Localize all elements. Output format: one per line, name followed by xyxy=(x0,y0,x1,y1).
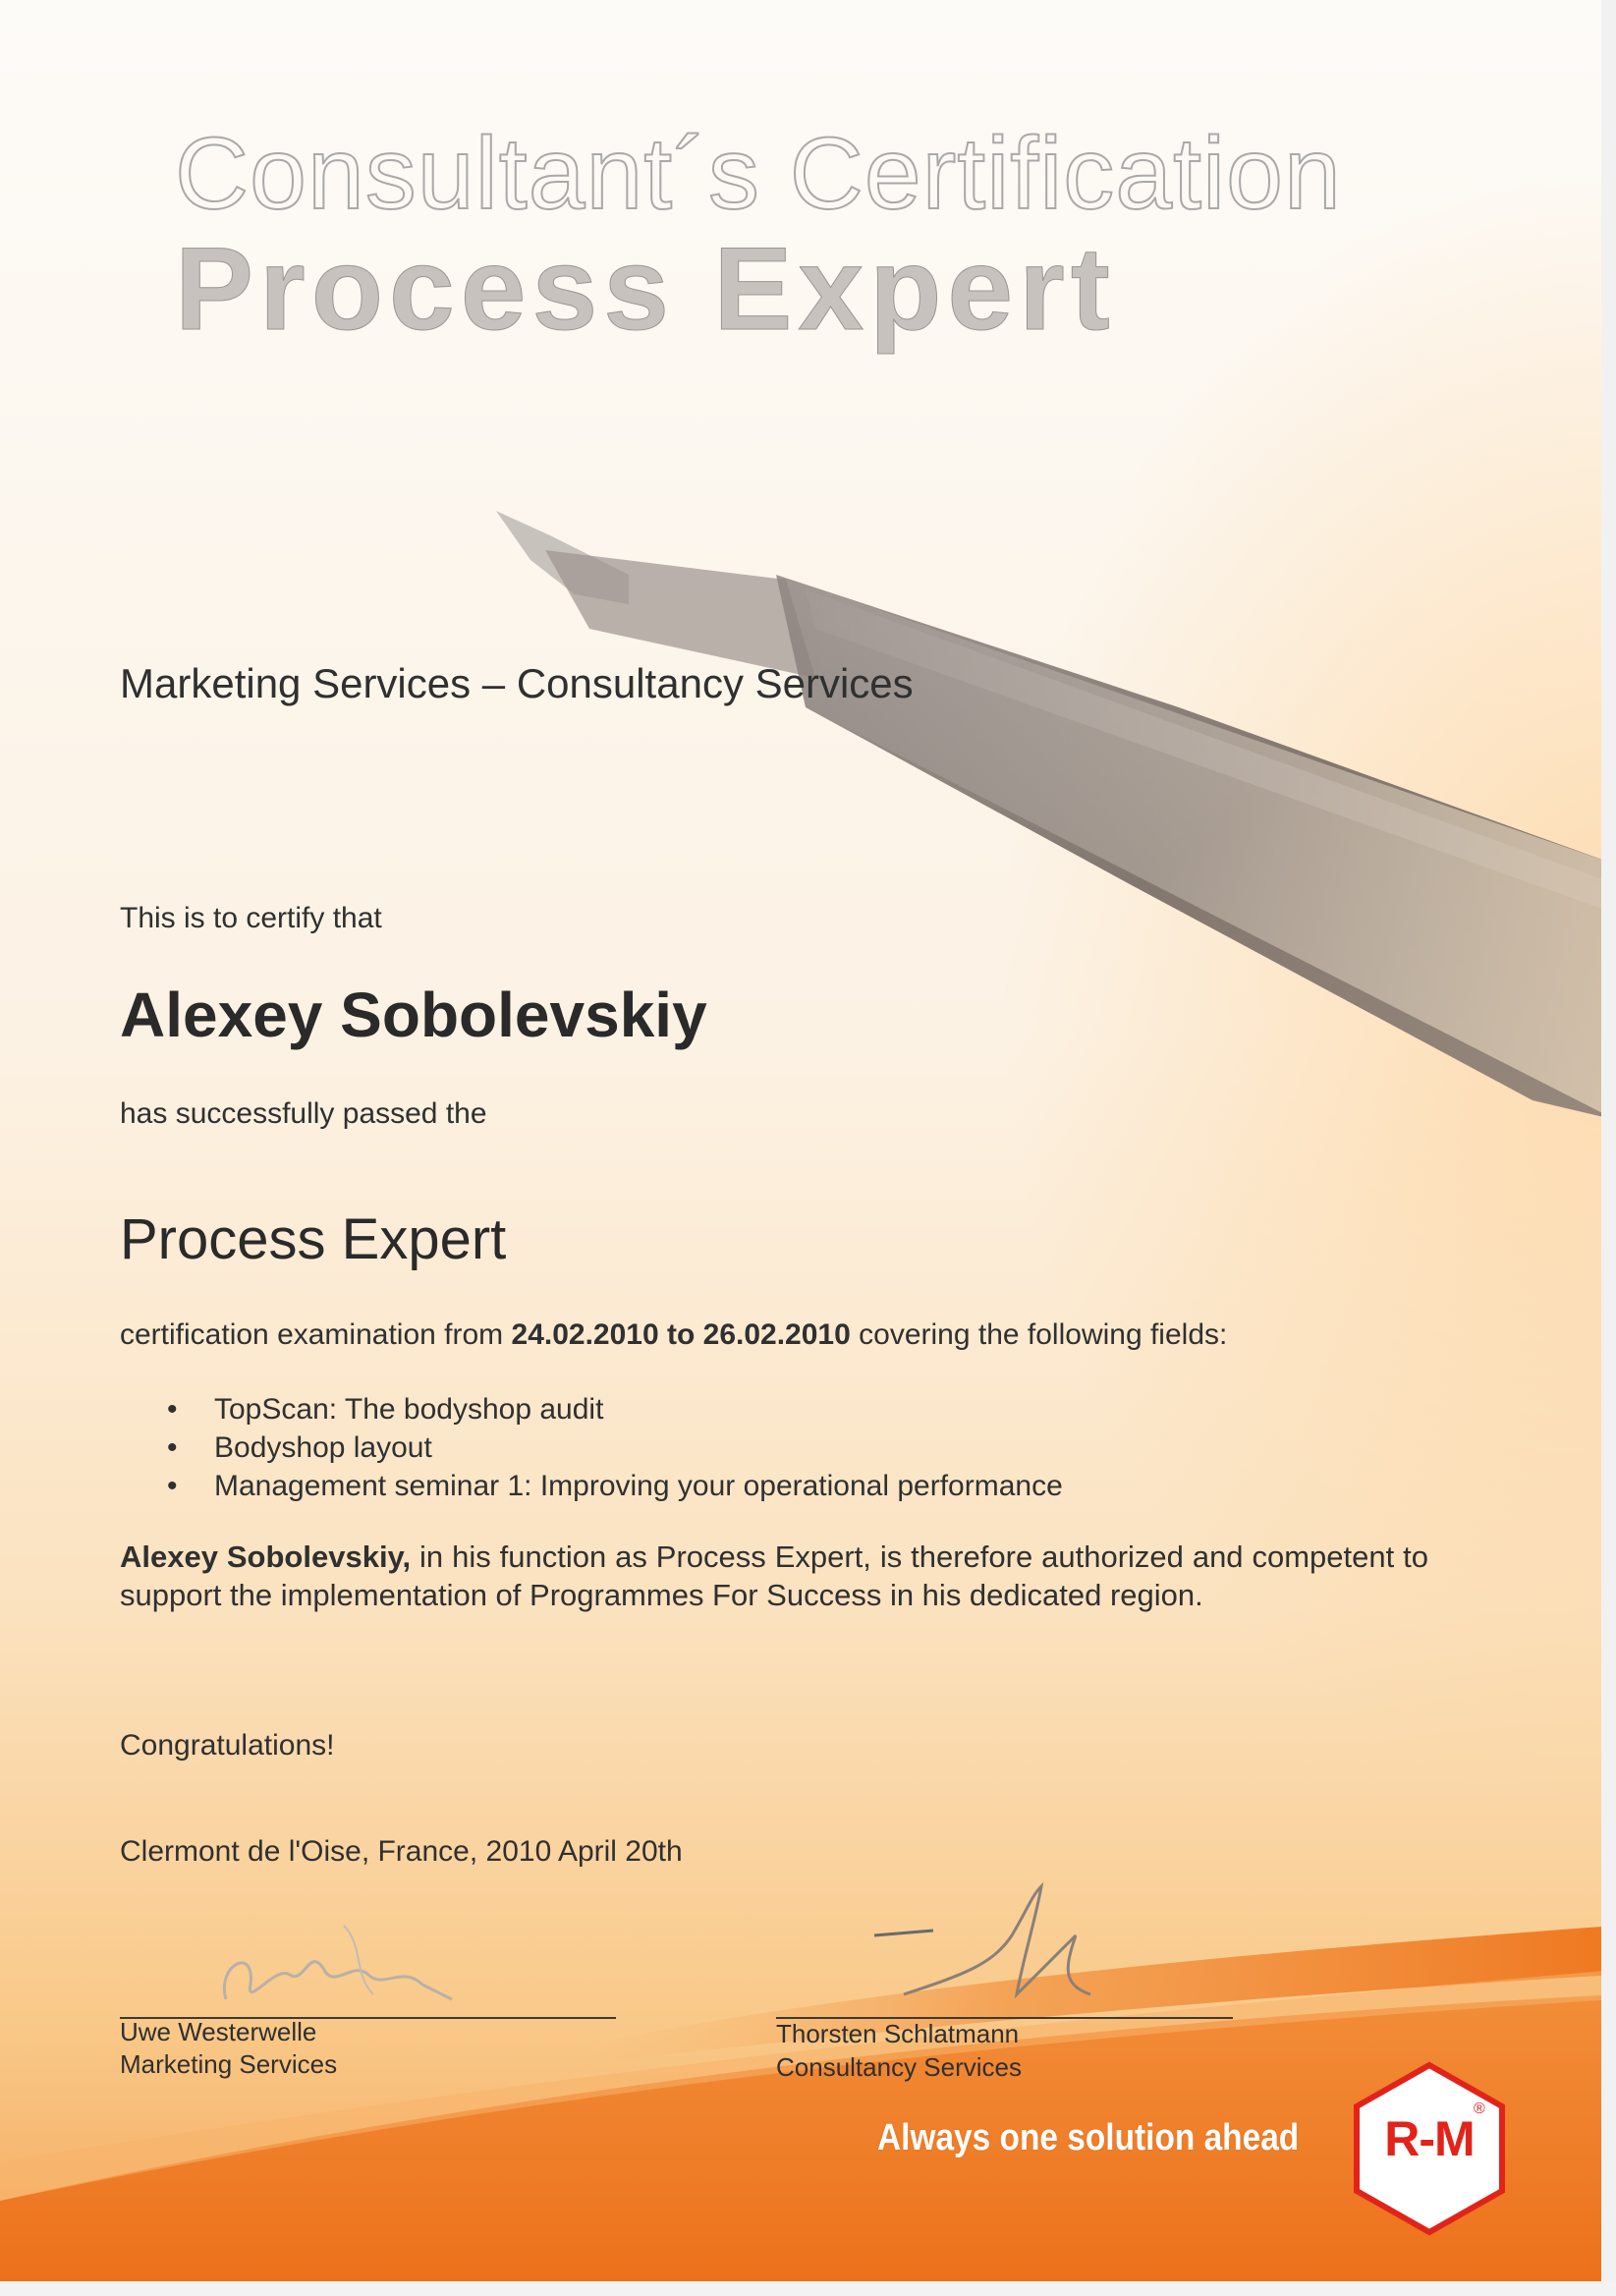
rm-logo-text: R-M xyxy=(1384,2111,1475,2166)
exam-description xyxy=(120,1318,1227,1352)
signatory-name-left: Uwe Westerwelle xyxy=(120,2017,317,2046)
brand-tagline: Always one solution ahead xyxy=(877,2117,1300,2158)
list-item: • Management seminar 1: Improving your operational performance xyxy=(167,1467,1063,1505)
signatory-title-left: Marketing Services xyxy=(120,2049,338,2079)
certificate-heading: Consultant´s Certification xyxy=(175,117,1342,231)
statement-text: in his function as Process Expert, is therefore authorized and competent to support the implementation of Programmes For Success in his dedicated region. xyxy=(120,1540,1428,1612)
list-item: • TopScan: The bodyshop audit xyxy=(167,1390,1063,1428)
fields-list xyxy=(167,1390,1063,1505)
registered-mark: ® xyxy=(1474,2100,1485,2117)
program-name: Process Expert xyxy=(120,1207,507,1271)
exam-prefix: certification examination from xyxy=(120,1318,504,1351)
statement-name: Alexey Sobolevskiy, xyxy=(120,1540,412,1574)
congratulations-text: Congratulations! xyxy=(120,1729,335,1762)
passed-text: has successfully passed the xyxy=(120,1097,487,1130)
scan-margin-bottom xyxy=(0,2281,1616,2296)
place-and-date: Clermont de l'Oise, France, 2010 April 20th xyxy=(120,1835,683,1868)
list-item: • Bodyshop layout xyxy=(167,1428,1063,1467)
signatory-title-right: Consultancy Services xyxy=(776,2052,1022,2082)
scan-margin xyxy=(1601,0,1616,2296)
signature-scribble xyxy=(196,1906,491,2024)
signature-scribble xyxy=(845,1876,1120,2024)
exam-suffix: covering the following fields: xyxy=(859,1318,1228,1351)
signatory-name-right: Thorsten Schlatmann xyxy=(776,2019,1020,2048)
certificate-title: Process Expert xyxy=(175,223,1116,355)
authorization-statement xyxy=(120,1538,1428,1614)
certify-text: This is to certify that xyxy=(120,902,382,934)
recipient-name: Alexey Sobolevskiy xyxy=(120,980,707,1050)
exam-date-range: 24.02.2010 to 26.02.2010 xyxy=(511,1318,851,1351)
department-subtitle: Marketing Services – Consultancy Services xyxy=(120,660,914,706)
